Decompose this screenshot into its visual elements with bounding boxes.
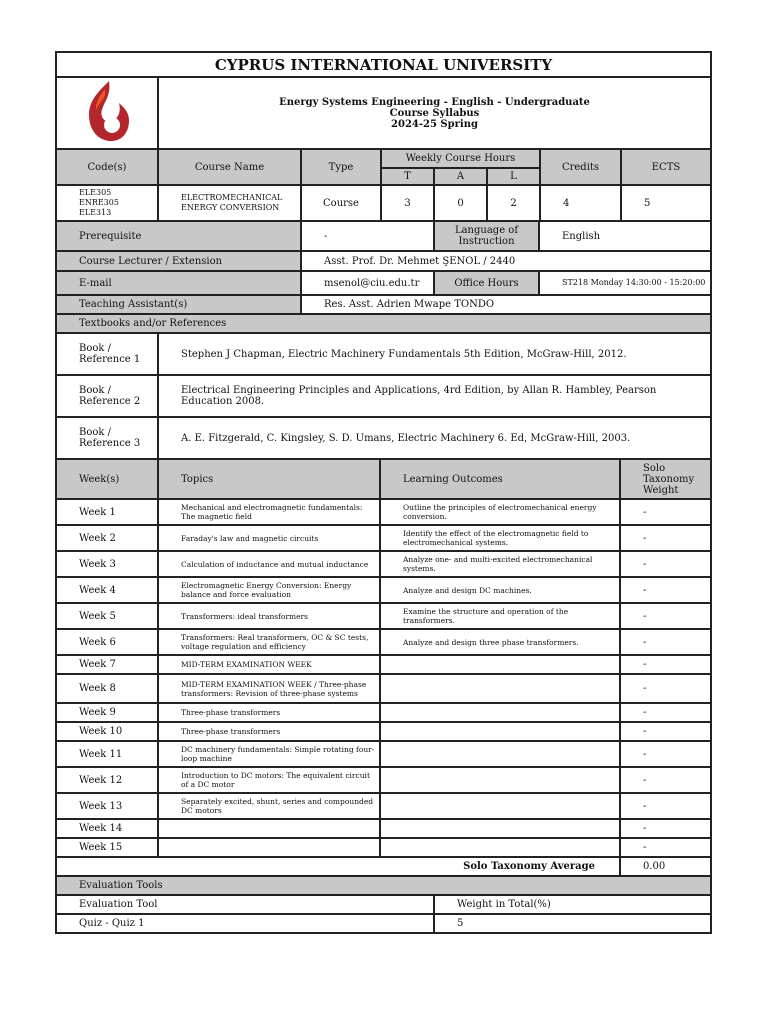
week-row xyxy=(56,767,711,793)
office-hours-value: ST218 Monday 14:30:00 - 15:20:00 xyxy=(539,271,711,295)
week-label: Week 6 xyxy=(56,629,158,655)
ects-header: ECTS xyxy=(621,149,711,185)
week-row xyxy=(56,741,711,767)
book-text: Electrical Engineering Principles and Applications, 4rd Edition, by Allan R. Hambley, Pearson Education 2008. xyxy=(158,375,711,417)
lab-hours-header: L xyxy=(487,168,540,185)
weight-header: Weight in Total(%) xyxy=(434,895,711,914)
week-row xyxy=(56,703,711,722)
program-name: Energy Systems Engineering - English - Undergraduate xyxy=(279,96,590,108)
week-label: Week 8 xyxy=(56,674,158,703)
course-name-line: ELECTROMECHANICAL xyxy=(181,193,283,202)
week-outcome xyxy=(380,819,620,838)
language-label: Language of Instruction xyxy=(434,221,539,251)
week-row xyxy=(56,525,711,551)
course-code: ELE305 xyxy=(79,188,112,197)
week-solo-weight: - xyxy=(620,741,711,767)
week-outcome xyxy=(380,793,620,819)
evaluation-tool: Quiz - Quiz 1 xyxy=(56,914,434,933)
week-topic: Electromagnetic Energy Conversion: Energy balance and force evaluation xyxy=(158,577,380,603)
week-row xyxy=(56,603,711,629)
evaluation-section-label: Evaluation Tools xyxy=(56,876,711,895)
textbooks-section-label: Textbooks and/or References xyxy=(56,314,711,333)
book-label: Book / Reference 2 xyxy=(56,375,158,417)
week-solo-weight: - xyxy=(620,551,711,577)
codes-header: Code(s) xyxy=(56,149,158,185)
course-code: ELE313 xyxy=(79,208,112,217)
week-solo-weight: - xyxy=(620,674,711,703)
week-row xyxy=(56,655,711,674)
header-table xyxy=(55,51,712,150)
application-hours: 0 xyxy=(434,185,487,221)
book-row xyxy=(56,333,711,375)
week-solo-weight: - xyxy=(620,577,711,603)
university-title: CYPRUS INTERNATIONAL UNIVERSITY xyxy=(56,52,711,77)
email-value[interactable]: msenol@ciu.edu.tr xyxy=(301,271,434,295)
ta-label: Teaching Assistant(s) xyxy=(56,295,301,314)
application-hours-header: A xyxy=(434,168,487,185)
week-outcome xyxy=(380,838,620,857)
course-table xyxy=(55,148,712,222)
week-solo-weight: - xyxy=(620,655,711,674)
university-logo-icon xyxy=(79,79,135,145)
week-outcome xyxy=(380,655,620,674)
week-topic: Transformers: ideal transformers xyxy=(158,603,380,629)
weeks-header: Week(s) xyxy=(56,459,158,499)
program-cell xyxy=(158,77,711,149)
week-topic: Calculation of inductance and mutual inductance xyxy=(158,551,380,577)
week-topic: MID-TERM EXAMINATION WEEK xyxy=(158,655,380,674)
schedule-table xyxy=(55,458,712,877)
week-topic: Three-phase transformers xyxy=(158,722,380,741)
syllabus-document xyxy=(55,51,712,934)
week-label: Week 7 xyxy=(56,655,158,674)
type-header: Type xyxy=(301,149,381,185)
week-topic: MID-TERM EXAMINATION WEEK / Three-phase transformers: Revision of three-phase systems xyxy=(158,674,380,703)
week-row xyxy=(56,819,711,838)
week-label: Week 15 xyxy=(56,838,158,857)
week-solo-weight: - xyxy=(620,722,711,741)
week-row xyxy=(56,629,711,655)
evaluation-tool-header: Evaluation Tool xyxy=(56,895,434,914)
week-outcome xyxy=(380,741,620,767)
solo-header: Solo Taxonomy Weight xyxy=(620,459,711,499)
week-solo-weight: - xyxy=(620,819,711,838)
week-outcome: Examine the structure and operation of the transformers. xyxy=(380,603,620,629)
evaluation-table xyxy=(55,875,712,934)
week-row xyxy=(56,793,711,819)
week-label: Week 9 xyxy=(56,703,158,722)
book-text: Stephen J Chapman, Electric Machinery Fundamentals 5th Edition, McGraw-Hill, 2012. xyxy=(158,333,711,375)
week-solo-weight: - xyxy=(620,499,711,525)
course-name xyxy=(158,185,301,221)
credits-header: Credits xyxy=(540,149,621,185)
prerequisite-value: - xyxy=(301,221,434,251)
week-topic: Faraday's law and magnetic circuits xyxy=(158,525,380,551)
week-outcome xyxy=(380,674,620,703)
book-label: Book / Reference 1 xyxy=(56,333,158,375)
week-solo-weight: - xyxy=(620,603,711,629)
course-type: Course xyxy=(301,185,381,221)
week-outcome: Analyze one- and multi-excited electromechanical systems. xyxy=(380,551,620,577)
course-name-header: Course Name xyxy=(158,149,301,185)
credits-value: 4 xyxy=(540,185,621,221)
week-label: Week 14 xyxy=(56,819,158,838)
week-solo-weight: - xyxy=(620,767,711,793)
week-label: Week 12 xyxy=(56,767,158,793)
week-row xyxy=(56,551,711,577)
evaluation-row xyxy=(56,914,711,933)
info-table xyxy=(55,220,712,334)
book-text: A. E. Fitzgerald, C. Kingsley, S. D. Umans, Electric Machinery 6. Ed, McGraw-Hill, 2003. xyxy=(158,417,711,459)
week-label: Week 10 xyxy=(56,722,158,741)
ta-value: Res. Asst. Adrien Mwape TONDO xyxy=(301,295,711,314)
book-row xyxy=(56,417,711,459)
theory-hours: 3 xyxy=(381,185,434,221)
prerequisite-label: Prerequisite xyxy=(56,221,301,251)
week-row xyxy=(56,499,711,525)
week-row xyxy=(56,674,711,703)
course-codes xyxy=(56,185,158,221)
week-topic: Three-phase transformers xyxy=(158,703,380,722)
week-row xyxy=(56,577,711,603)
academic-term: 2024-25 Spring xyxy=(391,118,478,130)
week-outcome: Analyze and design three phase transformers. xyxy=(380,629,620,655)
weekly-hours-header: Weekly Course Hours xyxy=(381,149,540,168)
week-topic xyxy=(158,819,380,838)
evaluation-weight: 5 xyxy=(434,914,711,933)
books-table xyxy=(55,332,712,460)
week-topic: Introduction to DC motors: The equivalent circuit of a DC motor xyxy=(158,767,380,793)
course-name-line: ENERGY CONVERSION xyxy=(181,203,280,212)
week-solo-weight: - xyxy=(620,838,711,857)
week-topic: Separately excited, shunt, series and compounded DC motors xyxy=(158,793,380,819)
week-topic xyxy=(158,838,380,857)
week-label: Week 1 xyxy=(56,499,158,525)
week-outcome xyxy=(380,722,620,741)
week-topic: Mechanical and electromagnetic fundamentals: The magnetic field xyxy=(158,499,380,525)
logo-cell xyxy=(56,77,158,149)
solo-average-label: Solo Taxonomy Average xyxy=(56,857,620,876)
email-label: E-mail xyxy=(56,271,301,295)
week-topic: DC machinery fundamentals: Simple rotating four-loop machine xyxy=(158,741,380,767)
book-row xyxy=(56,375,711,417)
office-hours-label: Office Hours xyxy=(434,271,539,295)
week-label: Week 2 xyxy=(56,525,158,551)
solo-average-value: 0.00 xyxy=(620,857,711,876)
topics-header: Topics xyxy=(158,459,380,499)
week-topic: Transformers: Real transformers, OC & SC tests, voltage regulation and efficiency xyxy=(158,629,380,655)
lecturer-value: Asst. Prof. Dr. Mehmet ŞENOL / 2440 xyxy=(301,251,711,271)
week-solo-weight: - xyxy=(620,793,711,819)
week-label: Week 13 xyxy=(56,793,158,819)
lab-hours: 2 xyxy=(487,185,540,221)
week-outcome: Analyze and design DC machines. xyxy=(380,577,620,603)
week-solo-weight: - xyxy=(620,703,711,722)
week-label: Week 4 xyxy=(56,577,158,603)
ects-value: 5 xyxy=(621,185,711,221)
week-row xyxy=(56,722,711,741)
week-outcome xyxy=(380,703,620,722)
week-label: Week 11 xyxy=(56,741,158,767)
week-row xyxy=(56,838,711,857)
week-label: Week 5 xyxy=(56,603,158,629)
week-outcome: Outline the principles of electromechanical energy conversion. xyxy=(380,499,620,525)
language-value: English xyxy=(539,221,711,251)
week-label: Week 3 xyxy=(56,551,158,577)
lecturer-label: Course Lecturer / Extension xyxy=(56,251,301,271)
outcomes-header: Learning Outcomes xyxy=(380,459,620,499)
week-outcome: Identify the effect of the electromagnetic field to electromechanical systems. xyxy=(380,525,620,551)
week-outcome xyxy=(380,767,620,793)
book-label: Book / Reference 3 xyxy=(56,417,158,459)
course-code: ENRE305 xyxy=(79,198,119,207)
week-solo-weight: - xyxy=(620,629,711,655)
week-solo-weight: - xyxy=(620,525,711,551)
theory-hours-header: T xyxy=(381,168,434,185)
document-type: Course Syllabus xyxy=(389,107,480,119)
